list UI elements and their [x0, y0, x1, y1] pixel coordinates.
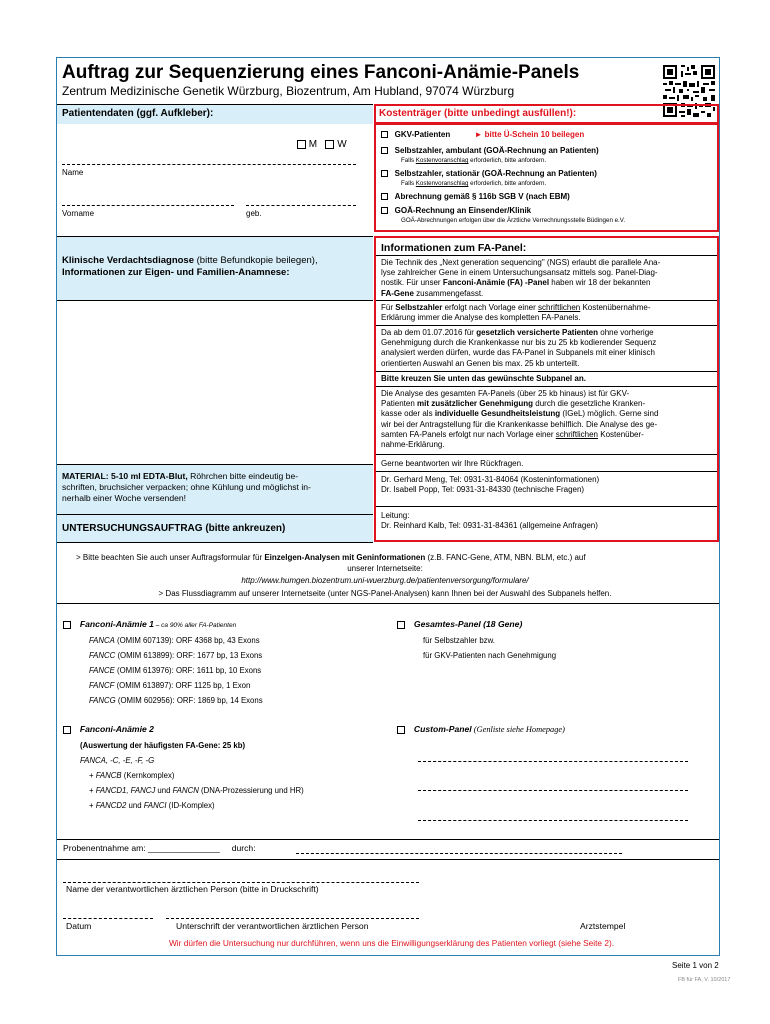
kosten-option-gkv[interactable]: [381, 130, 584, 139]
custom-gene-line-1[interactable]: [418, 761, 688, 762]
checkbox-w[interactable]: [325, 140, 334, 149]
custom-gene-line-2[interactable]: [418, 790, 688, 791]
divider: [376, 506, 717, 507]
material-text: [62, 471, 311, 504]
info-paragraph-5: Die Analyse des gesamten FA-Panels (über 25 kb hinaus) ist für GKV- Patienten mit zusätzlicher Genehmigung durch die gesetzliche Kranken- kasse oder als individuelle Gesundheitsleistung (IGeL) möglich. Gerne sind wir bei der Antragstellung für die Krankenkasse behilflich. Die Analyse des ge- samten FA-Panels erfolgt nur nach Vorlage einer schriftlichen Kostenüber- nahme-Erklärung.: [381, 389, 659, 450]
info-paragraph-6: Gerne beantworten wir Ihre Rückfragen.: [381, 459, 524, 468]
divider: [376, 454, 717, 455]
klinik-label-normal: (bitte Befundkopie beilegen),: [194, 255, 318, 266]
kosten-ambulant-label: Selbstzahler, ambulant (GOÄ-Rechnung an Patienten): [394, 146, 599, 155]
info-leitung: Leitung: Dr. Reinhard Kalb, Tel: 0931-31-84361 (allgemeine Anfragen): [381, 511, 715, 531]
divider: [376, 371, 717, 372]
datum-input-line[interactable]: [63, 918, 153, 919]
name-input-line[interactable]: [62, 164, 356, 165]
kosten-label: Kostenträger (bitte unbedingt ausfüllen!):: [379, 108, 577, 119]
checkbox-m[interactable]: [297, 140, 306, 149]
arzt-name-label: Name der verantwortlichen ärztlichen Person (bitte in Druckschrift): [66, 884, 319, 894]
vorname-input-line[interactable]: [62, 205, 234, 206]
kosten-option-ambulant[interactable]: [381, 146, 599, 155]
fa1-sub: – ca 90% aller FA-Patienten: [153, 622, 237, 629]
info-paragraph-1: Die Technik des „Next generation sequencing" (NGS) erlaubt die parallele Ana- lyse zahlreicher Gene in einem Untersuchungsansatz mittels sog. Panel-Diag- nostik. Für unser Fanconi-Anämie (FA) -Panel haben wir 18 der bekannten FA-Gene zusammengefasst.: [381, 258, 661, 298]
geb-label: geb.: [246, 209, 262, 218]
divider: [376, 300, 717, 301]
custom-gene-line-3[interactable]: [418, 820, 688, 821]
sex-checkboxes: [297, 139, 347, 150]
kosten-stationaer-note: Falls Kostenvoranschlag erforderlich, bitte anfordern.: [401, 180, 547, 187]
klinik-label-bold: Klinische Verdachtsdiagnose: [62, 255, 194, 266]
sex-w-label: W: [337, 139, 347, 150]
klinik-label: [62, 255, 318, 279]
geb-input-line[interactable]: [246, 205, 356, 206]
probe-row: [63, 843, 256, 853]
klinik-label-line2: Informationen zur Eigen- und Familien-Anamnese:: [62, 267, 290, 278]
fa1-gene-fancf: FANCF (OMIM 613897): ORF 1125 bp, 1 Exon: [89, 681, 251, 690]
fa1-gene-fance: FANCE (OMIM 613976): ORF: 1611 bp, 10 Exons: [89, 666, 262, 675]
name-label: Name: [62, 168, 84, 177]
kosten-stationaer-label: Selbstzahler, stationär (GOÄ-Rechnung an Patienten): [394, 169, 597, 178]
note-internet: unserer Internetseite:: [347, 564, 423, 573]
signature-input-line[interactable]: [166, 918, 419, 919]
durch-input-line[interactable]: [296, 853, 622, 854]
fa1-gene-fancg: FANCG (OMIM 602956): ORF: 1869 bp, 14 Exons: [89, 696, 263, 705]
patient-section-label: Patientendaten (ggf. Aufkleber):: [62, 108, 214, 119]
fa1-gene-fancc: FANCC (OMIM 613899): ORF: 1677 bp, 13 Exons: [89, 651, 263, 660]
contact-meng: Dr. Gerhard Meng, Tel: 0931-31-84064 (Kosteninformationen): [381, 475, 600, 484]
gesamt-title: Gesamtes-Panel (18 Gene): [413, 619, 523, 629]
material-bold: MATERIAL: 5-10 ml EDTA-Blut,: [62, 471, 188, 481]
divider: [57, 603, 719, 604]
fa1-gene-fanca: FANCA (OMIM 607139): ORF 4368 bp, 43 Exons: [89, 636, 260, 645]
form-subtitle: Zentrum Medizinische Genetik Würzburg, Biozentrum, Am Hubland, 97074 Würzburg: [62, 84, 515, 98]
auftrag-label: UNTERSUCHUNGSAUFTRAG (bitte ankreuzen): [62, 523, 286, 534]
info-title: Informationen zum FA-Panel:: [381, 242, 527, 254]
arzt-name-input-line[interactable]: [63, 882, 419, 883]
kosten-einsender-label: GOÄ-Rechnung an Einsender/Klinik: [394, 206, 532, 215]
material-line3: nerhalb einer Woche versenden!: [62, 493, 187, 503]
divider: [57, 104, 373, 105]
kosten-ambulant-note: Falls Kostenvoranschlag erforderlich, bitte anfordern.: [401, 157, 547, 164]
note-einzelgen: > Bitte beachten Sie auch unser Auftragsformular für Einzelgen-Analysen mit Geninformationen (z.B. FANC-Gene, ATM, NBN. BLM, etc.) auf: [76, 553, 586, 562]
panel-fa1[interactable]: [63, 619, 236, 629]
vorname-label: Vorname: [62, 209, 95, 218]
note-flussdiagramm: > Das Flussdiagramm auf unserer Internetseite (unter NGS-Panel-Analysen) kann Ihnen bei der Auswahl des Subpanels helfen.: [158, 589, 612, 598]
fa2-title: Fanconi-Anämie 2: [79, 724, 154, 734]
kosten-gkv-label: GKV-Patienten: [394, 130, 451, 139]
kosten-gkv-extra: ► bitte Ü-Schein 10 beilegen: [474, 130, 585, 139]
fa2-gene-list: (Auswertung der häufigsten FA-Gene: 25 kb) FANCA, -C, -E, -F, -G + FANCB (Kernkomplex) + FANCD1, FANCJ und FANCN (DNA-Prozessierung und HR) + FANCD2 und FANCI (ID-Komplex): [80, 741, 304, 810]
info-paragraph-3: Da ab dem 01.07.2016 für gesetzlich versicherte Patienten ohne vorherige Genehmigung durch die Krankenkasse nur bis zu 25 kb kodierender Sequenz analysiert werden dürfen, wurde das FA-Panel in Subpanels mit einer klinisch orientierten Auswahl an Genen bis max. 25 kb unterteilt.: [381, 328, 657, 368]
gesamt-notes: für Selbstzahler bzw. für GKV-Patienten nach Genehmigung: [423, 636, 557, 660]
panel-gesamt[interactable]: [397, 619, 522, 629]
kosten-option-116b[interactable]: [381, 192, 570, 201]
divider: [57, 839, 719, 840]
kosten-option-einsender[interactable]: [381, 206, 531, 215]
panel-fa2[interactable]: [63, 724, 154, 734]
probe-label: Probenentnahme am:: [63, 843, 146, 853]
material-line1: Röhrchen bitte eindeutig be-: [187, 471, 299, 481]
divider: [376, 386, 717, 387]
divider: [376, 471, 717, 472]
sex-m-label: M: [308, 139, 318, 150]
klinik-textarea[interactable]: [57, 301, 373, 464]
info-paragraph-4: Bitte kreuzen Sie unten das gewünschte Subpanel an.: [381, 374, 586, 383]
divider: [57, 542, 373, 543]
consent-notice: Wir dürfen die Untersuchung nur durchführen, wenn uns die Einwilligungserklärung des Patienten vorliegt (siehe Seite 2).: [168, 938, 615, 948]
unterschrift-label: Unterschrift der verantwortlichen ärztlichen Person: [176, 921, 369, 931]
durch-label: durch:: [231, 843, 256, 853]
fa1-gene-list: [89, 633, 263, 708]
probe-date-field[interactable]: _______________: [148, 843, 220, 853]
datum-label: Datum: [66, 921, 92, 931]
divider: [57, 859, 719, 860]
divider: [376, 325, 717, 326]
forms-url-link[interactable]: http://www.humgen.biozentrum.uni-wuerzburg.de/patientenversorgung/formulare/: [241, 576, 529, 585]
contact-kalb: Dr. Reinhard Kalb, Tel: 0931-31-84361 (allgemeine Anfragen): [381, 521, 598, 531]
page-number: Seite 1 von 2: [672, 961, 719, 970]
form-code: FB für FA, V. 10/2017: [678, 977, 731, 983]
form-title: Auftrag zur Sequenzierung eines Fanconi-Anämie-Panels: [62, 62, 580, 83]
material-line2: schriften, bruchsicher verpacken; ohne Kühlung und möglichst in-: [62, 482, 311, 492]
arztstempel-label: Arztstempel: [580, 921, 626, 931]
divider: [376, 255, 717, 256]
contact-popp: Dr. Isabell Popp, Tel: 0931-31-84330 (technische Fragen): [381, 485, 585, 495]
kosten-einsender-note: GOÄ-Abrechnungen erfolgen über die Ärztliche Verrechnungsstelle Büdingen e.V.: [401, 217, 626, 224]
custom-sub: (Genliste siehe Homepage): [471, 725, 565, 734]
panel-custom[interactable]: [397, 724, 565, 734]
kosten-116b-label: Abrechnung gemäß § 116b SGB V (nach EBM): [394, 192, 570, 201]
fa1-title: Fanconi-Anämie 1: [79, 619, 154, 629]
kosten-option-stationaer[interactable]: [381, 169, 597, 178]
custom-title: Custom-Panel: [413, 724, 472, 734]
info-contacts: [381, 475, 715, 495]
info-paragraph-2: Für Selbstzahler erfolgt nach Vorlage einer schriftlichen Kostenübernahme- Erklärung immer die Analyse des kompletten FA-Panels.: [381, 303, 651, 323]
